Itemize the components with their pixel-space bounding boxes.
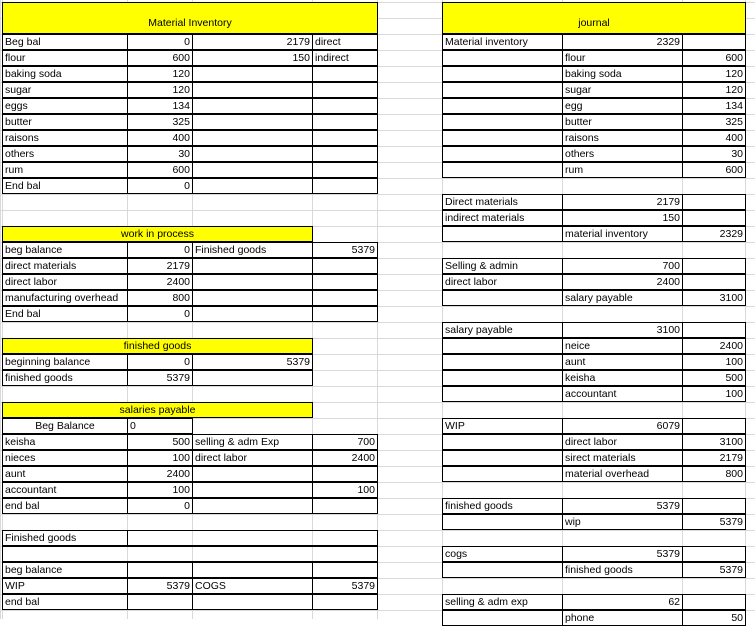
material-inventory-debit[interactable]: 325 — [127, 114, 193, 130]
cell[interactable] — [442, 66, 563, 82]
material-inventory-debit[interactable]: 400 — [127, 130, 193, 146]
cell[interactable] — [442, 338, 563, 354]
material-inventory-credit[interactable] — [192, 162, 313, 178]
journal-credit-account[interactable]: raisons — [562, 130, 683, 146]
cell[interactable] — [442, 610, 563, 626]
cell[interactable] — [682, 210, 746, 226]
journal-title[interactable]: journal — [442, 2, 746, 34]
journal-debit-amount[interactable]: 2400 — [562, 274, 683, 290]
wip-label[interactable]: beg balance — [2, 242, 128, 258]
journal-debit-account[interactable]: indirect materials — [442, 210, 563, 226]
journal-credit-account[interactable]: egg — [562, 98, 683, 114]
finished-goods-2-credit-label[interactable] — [192, 562, 313, 578]
material-inventory-credit[interactable] — [192, 82, 313, 98]
cell[interactable] — [682, 258, 746, 274]
cell[interactable] — [682, 34, 746, 50]
material-inventory-debit[interactable]: 120 — [127, 66, 193, 82]
finished-goods-2-credit-label[interactable]: COGS — [192, 578, 313, 594]
salaries-credit-label[interactable] — [192, 466, 313, 482]
journal-credit-amount[interactable]: 600 — [682, 162, 746, 178]
journal-credit-amount[interactable]: 30 — [682, 146, 746, 162]
finished-goods-2-debit[interactable]: 5379 — [127, 578, 193, 594]
cell[interactable] — [682, 594, 746, 610]
material-inventory-label[interactable]: rum — [2, 162, 128, 178]
finished-goods-label[interactable]: beginning balance — [2, 354, 128, 370]
salaries-credit[interactable] — [312, 466, 378, 482]
cell[interactable] — [442, 434, 563, 450]
material-inventory-credit[interactable] — [192, 146, 313, 162]
journal-debit-account[interactable]: Selling & admin — [442, 258, 563, 274]
cell[interactable] — [442, 98, 563, 114]
material-inventory-credit-label[interactable]: direct — [312, 34, 378, 50]
journal-credit-amount[interactable]: 134 — [682, 98, 746, 114]
material-inventory-credit[interactable] — [192, 114, 313, 130]
material-inventory-label[interactable]: Beg bal — [2, 34, 128, 50]
journal-debit-amount[interactable]: 700 — [562, 258, 683, 274]
journal-credit-amount[interactable]: 2400 — [682, 338, 746, 354]
journal-credit-amount[interactable]: 500 — [682, 370, 746, 386]
salaries-label[interactable]: nieces — [2, 450, 128, 466]
journal-credit-account[interactable]: sugar — [562, 82, 683, 98]
finished-goods-2-label[interactable]: end bal — [2, 594, 128, 610]
journal-debit-amount[interactable]: 5379 — [562, 498, 683, 514]
finished-goods-2-label[interactable]: WIP — [2, 578, 128, 594]
material-inventory-credit[interactable] — [192, 178, 313, 194]
finished-goods-2-debit[interactable] — [127, 562, 193, 578]
journal-debit-amount[interactable]: 2329 — [562, 34, 683, 50]
material-inventory-credit-label[interactable] — [312, 146, 378, 162]
journal-credit-account[interactable]: neice — [562, 338, 683, 354]
material-inventory-debit[interactable]: 134 — [127, 98, 193, 114]
finished-goods-2-credit[interactable] — [312, 562, 378, 578]
material-inventory-label[interactable]: flour — [2, 50, 128, 66]
journal-credit-amount[interactable]: 800 — [682, 466, 746, 482]
material-inventory-label[interactable]: butter — [2, 114, 128, 130]
wip-debit[interactable]: 0 — [127, 306, 193, 322]
material-inventory-credit-label[interactable] — [312, 114, 378, 130]
cell[interactable] — [442, 354, 563, 370]
journal-credit-account[interactable]: material overhead — [562, 466, 683, 482]
salaries-debit[interactable]: 500 — [127, 434, 193, 450]
finished-goods-2-title[interactable]: Finished goods — [2, 530, 128, 546]
cell[interactable] — [682, 546, 746, 562]
wip-debit[interactable]: 2400 — [127, 274, 193, 290]
journal-credit-account[interactable]: sirect materials — [562, 450, 683, 466]
salaries-debit[interactable]: 100 — [127, 482, 193, 498]
finished-goods-credit[interactable]: 5379 — [192, 354, 313, 370]
journal-credit-amount[interactable]: 400 — [682, 130, 746, 146]
salaries-credit[interactable]: 700 — [312, 434, 378, 450]
salaries-beg-value[interactable]: 0 — [127, 418, 193, 434]
journal-credit-amount[interactable]: 100 — [682, 354, 746, 370]
salaries-debit[interactable]: 2400 — [127, 466, 193, 482]
journal-credit-amount[interactable]: 50 — [682, 610, 746, 626]
salaries-credit-label[interactable] — [192, 498, 313, 514]
material-inventory-title[interactable]: Material Inventory — [2, 2, 378, 34]
journal-credit-amount[interactable]: 600 — [682, 50, 746, 66]
journal-credit-account[interactable]: phone — [562, 610, 683, 626]
material-inventory-credit-label[interactable] — [312, 66, 378, 82]
material-inventory-credit-label[interactable]: indirect — [312, 50, 378, 66]
finished-goods-debit[interactable]: 0 — [127, 354, 193, 370]
journal-credit-account[interactable]: direct labor — [562, 434, 683, 450]
cell[interactable] — [442, 114, 563, 130]
journal-credit-amount[interactable]: 2329 — [682, 226, 746, 242]
cell[interactable] — [682, 418, 746, 434]
journal-credit-amount[interactable]: 2179 — [682, 450, 746, 466]
wip-credit[interactable] — [312, 258, 378, 274]
salaries-credit-label[interactable]: selling & adm Exp — [192, 434, 313, 450]
cell[interactable] — [442, 386, 563, 402]
material-inventory-debit[interactable]: 120 — [127, 82, 193, 98]
finished-goods-2-credit-label[interactable] — [192, 594, 313, 610]
cell[interactable] — [442, 370, 563, 386]
material-inventory-credit[interactable] — [192, 130, 313, 146]
cell[interactable] — [442, 146, 563, 162]
journal-debit-amount[interactable]: 62 — [562, 594, 683, 610]
journal-credit-account[interactable]: finished goods — [562, 562, 683, 578]
journal-credit-account[interactable]: flour — [562, 50, 683, 66]
wip-credit[interactable] — [312, 306, 378, 322]
salaries-label[interactable]: aunt — [2, 466, 128, 482]
salaries-label[interactable]: end bal — [2, 498, 128, 514]
material-inventory-debit[interactable]: 0 — [127, 34, 193, 50]
wip-credit[interactable] — [312, 290, 378, 306]
cell[interactable] — [442, 514, 563, 530]
wip-credit-label[interactable] — [192, 258, 313, 274]
salaries-beg-label[interactable]: Beg Balance — [2, 418, 128, 434]
journal-debit-account[interactable]: Direct materials — [442, 194, 563, 210]
cell[interactable] — [2, 546, 378, 562]
journal-debit-amount[interactable]: 6079 — [562, 418, 683, 434]
finished-goods-2-debit[interactable] — [127, 594, 193, 610]
material-inventory-credit-label[interactable] — [312, 82, 378, 98]
salaries-payable-title[interactable]: salaries payable — [2, 402, 313, 418]
journal-debit-account[interactable]: Material inventory — [442, 34, 563, 50]
journal-credit-account[interactable]: salary payable — [562, 290, 683, 306]
material-inventory-label[interactable]: End bal — [2, 178, 128, 194]
cell[interactable] — [682, 274, 746, 290]
cell[interactable] — [127, 530, 378, 546]
wip-credit-label[interactable] — [192, 306, 313, 322]
salaries-credit-label[interactable] — [192, 482, 313, 498]
journal-credit-account[interactable]: baking soda — [562, 66, 683, 82]
journal-credit-account[interactable]: keisha — [562, 370, 683, 386]
journal-debit-account[interactable]: selling & adm exp — [442, 594, 563, 610]
cell[interactable] — [682, 322, 746, 338]
work-in-process-title[interactable]: work in process — [2, 226, 313, 242]
material-inventory-credit[interactable] — [192, 98, 313, 114]
cell[interactable] — [442, 82, 563, 98]
material-inventory-credit-label[interactable] — [312, 162, 378, 178]
cell[interactable] — [442, 450, 563, 466]
salaries-credit-label[interactable]: direct labor — [192, 450, 313, 466]
salaries-credit[interactable]: 2400 — [312, 450, 378, 466]
salaries-label[interactable]: accountant — [2, 482, 128, 498]
wip-credit-label[interactable] — [192, 290, 313, 306]
journal-credit-amount[interactable]: 120 — [682, 82, 746, 98]
wip-debit[interactable]: 0 — [127, 242, 193, 258]
wip-credit-label[interactable]: Finished goods — [192, 242, 313, 258]
material-inventory-label[interactable]: others — [2, 146, 128, 162]
material-inventory-label[interactable]: baking soda — [2, 66, 128, 82]
journal-credit-account[interactable]: material inventory — [562, 226, 683, 242]
cell[interactable] — [682, 498, 746, 514]
journal-debit-account[interactable]: direct labor — [442, 274, 563, 290]
finished-goods-title[interactable]: finished goods — [2, 338, 313, 354]
journal-credit-account[interactable]: accountant — [562, 386, 683, 402]
journal-debit-account[interactable]: cogs — [442, 546, 563, 562]
wip-label[interactable]: direct labor — [2, 274, 128, 290]
material-inventory-debit[interactable]: 600 — [127, 50, 193, 66]
journal-debit-account[interactable]: salary payable — [442, 322, 563, 338]
cell[interactable] — [442, 130, 563, 146]
cell[interactable] — [442, 50, 563, 66]
journal-debit-amount[interactable]: 5379 — [562, 546, 683, 562]
journal-debit-amount[interactable]: 3100 — [562, 322, 683, 338]
wip-credit[interactable] — [312, 274, 378, 290]
material-inventory-credit-label[interactable] — [312, 130, 378, 146]
cell[interactable] — [442, 290, 563, 306]
journal-credit-amount[interactable]: 325 — [682, 114, 746, 130]
finished-goods-2-credit[interactable]: 5379 — [312, 578, 378, 594]
material-inventory-debit[interactable]: 0 — [127, 178, 193, 194]
cell[interactable] — [682, 194, 746, 210]
journal-debit-account[interactable]: WIP — [442, 418, 563, 434]
material-inventory-label[interactable]: eggs — [2, 98, 128, 114]
salaries-label[interactable]: keisha — [2, 434, 128, 450]
journal-debit-amount[interactable]: 2179 — [562, 194, 683, 210]
journal-credit-account[interactable]: others — [562, 146, 683, 162]
journal-credit-amount[interactable]: 120 — [682, 66, 746, 82]
journal-credit-amount[interactable]: 5379 — [682, 562, 746, 578]
journal-credit-amount[interactable]: 3100 — [682, 290, 746, 306]
material-inventory-debit[interactable]: 600 — [127, 162, 193, 178]
material-inventory-credit[interactable] — [192, 66, 313, 82]
wip-label[interactable]: manufacturing overhead — [2, 290, 128, 306]
material-inventory-label[interactable]: raisons — [2, 130, 128, 146]
journal-credit-amount[interactable]: 5379 — [682, 514, 746, 530]
wip-credit-label[interactable] — [192, 274, 313, 290]
finished-goods-label[interactable]: finished goods — [2, 370, 128, 386]
salaries-debit[interactable]: 0 — [127, 498, 193, 514]
journal-credit-account[interactable]: wip — [562, 514, 683, 530]
finished-goods-2-credit[interactable] — [312, 594, 378, 610]
material-inventory-credit-label[interactable] — [312, 98, 378, 114]
journal-credit-account[interactable]: rum — [562, 162, 683, 178]
material-inventory-credit-label[interactable] — [312, 178, 378, 194]
cell[interactable] — [442, 162, 563, 178]
material-inventory-credit[interactable]: 2179 — [192, 34, 313, 50]
wip-credit[interactable]: 5379 — [312, 242, 378, 258]
journal-debit-amount[interactable]: 150 — [562, 210, 683, 226]
material-inventory-credit[interactable]: 150 — [192, 50, 313, 66]
finished-goods-2-label[interactable]: beg balance — [2, 562, 128, 578]
cell[interactable] — [442, 466, 563, 482]
salaries-credit[interactable]: 100 — [312, 482, 378, 498]
finished-goods-credit[interactable] — [192, 370, 313, 386]
journal-credit-amount[interactable]: 100 — [682, 386, 746, 402]
journal-credit-amount[interactable]: 3100 — [682, 434, 746, 450]
grid-col-line — [0, 0, 1, 619]
salaries-debit[interactable]: 100 — [127, 450, 193, 466]
wip-debit[interactable]: 2179 — [127, 258, 193, 274]
wip-label[interactable]: End bal — [2, 306, 128, 322]
finished-goods-debit[interactable]: 5379 — [127, 370, 193, 386]
journal-debit-account[interactable]: finished goods — [442, 498, 563, 514]
journal-credit-account[interactable]: aunt — [562, 354, 683, 370]
cell[interactable] — [442, 562, 563, 578]
material-inventory-label[interactable]: sugar — [2, 82, 128, 98]
wip-label[interactable]: direct materials — [2, 258, 128, 274]
cell[interactable] — [442, 226, 563, 242]
journal-credit-account[interactable]: butter — [562, 114, 683, 130]
material-inventory-debit[interactable]: 30 — [127, 146, 193, 162]
salaries-credit[interactable] — [312, 498, 378, 514]
wip-debit[interactable]: 800 — [127, 290, 193, 306]
